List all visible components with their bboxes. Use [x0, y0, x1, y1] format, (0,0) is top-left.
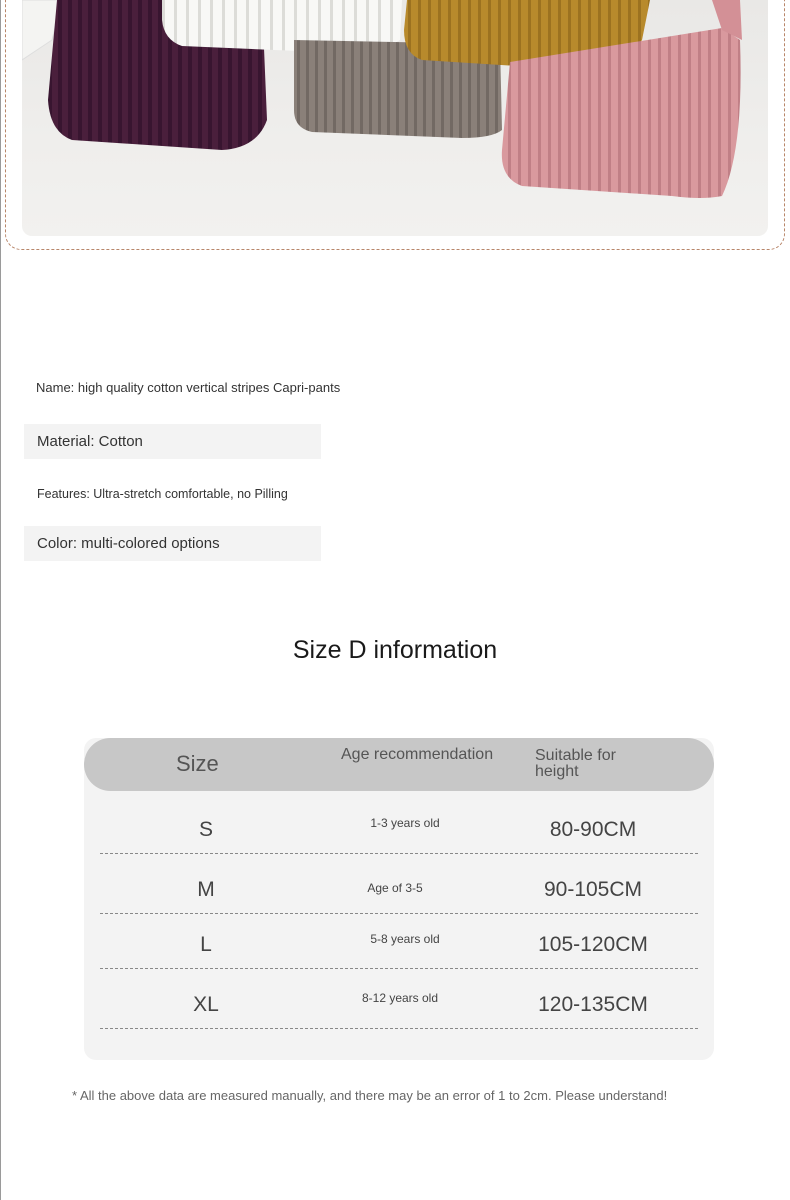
- header-height: Suitable for height: [535, 747, 616, 780]
- table-row: [100, 918, 698, 969]
- product-photo: [22, 0, 768, 236]
- row-age: 5-8 years old: [370, 932, 440, 946]
- table-row: [100, 803, 698, 854]
- row-age: 1-3 years old: [370, 816, 440, 830]
- row-height: 80-90CM: [549, 818, 637, 841]
- material-box: Material: Cotton: [24, 424, 321, 459]
- size-table-header: [84, 738, 714, 791]
- row-height: 90-105CM: [543, 878, 643, 901]
- row-size: S: [198, 818, 213, 841]
- product-name-line: Name: high quality cotton vertical stripes Capri-pants: [36, 380, 341, 395]
- size-section-title: Size D information: [292, 636, 498, 664]
- row-size: XL: [193, 993, 219, 1016]
- row-size: L: [200, 933, 212, 956]
- row-height: 120-135CM: [538, 993, 648, 1016]
- header-age: Age recommendation: [341, 746, 494, 763]
- table-row: [100, 863, 698, 914]
- size-table: [84, 738, 714, 1060]
- features-line: Features: Ultra-stretch comfortable, no Pilling: [37, 487, 288, 501]
- row-height: 105-120CM: [538, 933, 648, 956]
- row-age: Age of 3-5: [367, 881, 423, 895]
- measurement-footnote: * All the above data are measured manually, and there may be an error of 1 to 2cm. Please understand!: [72, 1088, 668, 1103]
- header-size: Size: [176, 751, 219, 776]
- left-border-line: [0, 0, 1, 1200]
- row-age: 8-12 years old: [361, 991, 439, 1005]
- folded-pants-illustration: [22, 0, 768, 236]
- color-box: Color: multi-colored options: [24, 526, 321, 561]
- table-row: [100, 978, 698, 1029]
- row-size: M: [197, 878, 215, 901]
